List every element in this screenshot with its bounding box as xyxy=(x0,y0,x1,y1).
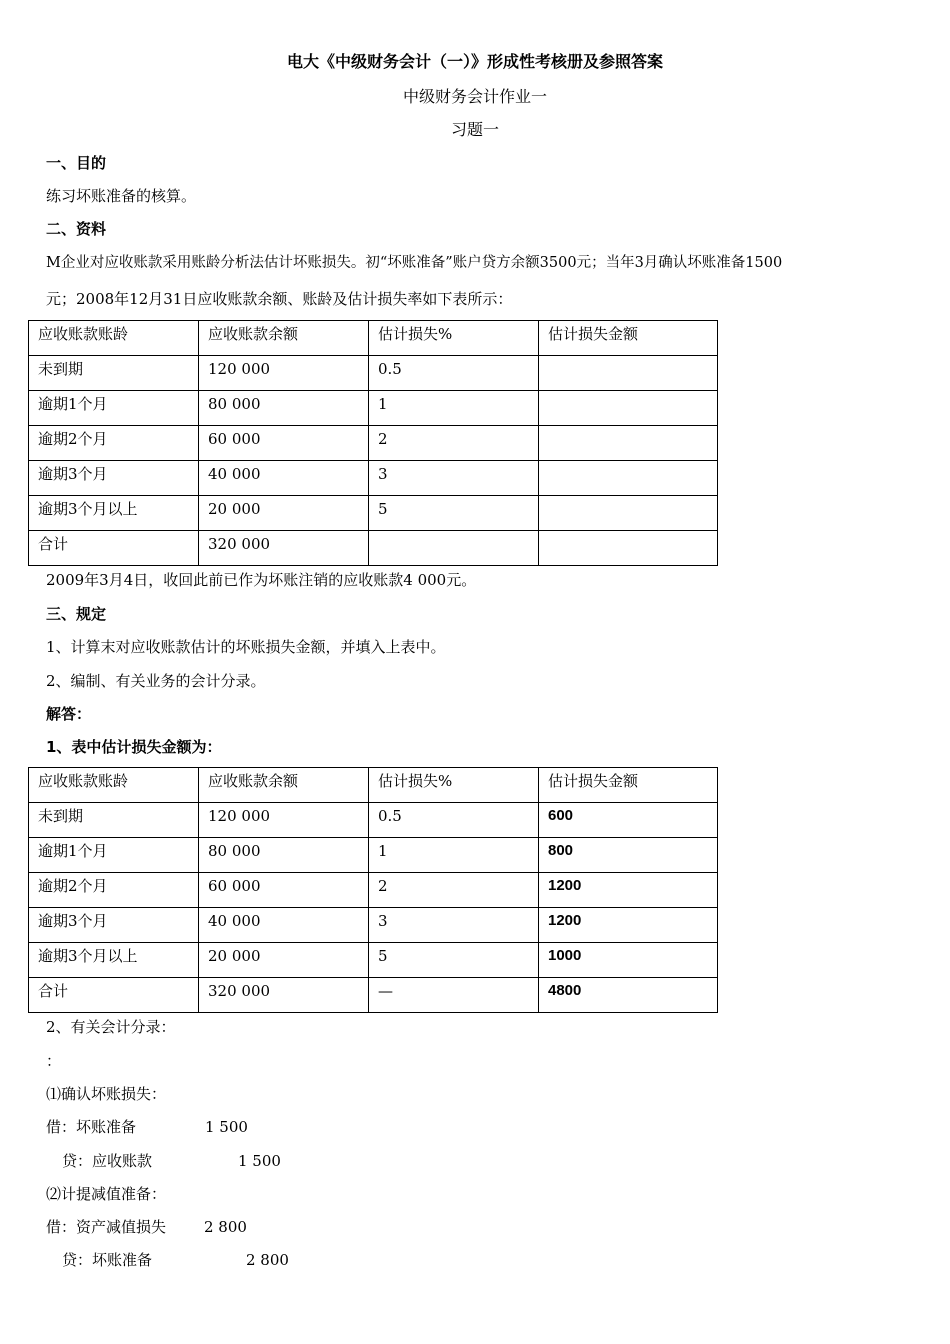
table-header-cell: 应收账款账龄 xyxy=(29,768,199,803)
table-cell: 40 000 xyxy=(199,461,369,496)
table-header-cell: 估计损失金额 xyxy=(539,321,718,356)
table-header-cell: 应收账款账龄 xyxy=(29,321,199,356)
exercise-title: 习题一 xyxy=(450,120,499,139)
table-cell: 3 xyxy=(369,908,539,943)
table-cell: 逾期3个月 xyxy=(29,908,199,943)
table-cell: 逾期1个月 xyxy=(29,838,199,873)
table-row xyxy=(29,391,718,426)
table-cell: 未到期 xyxy=(29,803,199,838)
table-cell-amount: 600 xyxy=(539,803,718,838)
section-material-line1: M企业对应收账款采用账龄分析法估计坏账损失。初“坏账准备”账户贷方余额3500元；当年3月确认坏账准备1500 xyxy=(46,255,783,271)
table-cell: 5 xyxy=(369,496,539,531)
table-row xyxy=(29,461,718,496)
table-cell: 1 xyxy=(369,838,539,873)
table-cell: 未到期 xyxy=(29,356,199,391)
table-cell: 逾期3个月以上 xyxy=(29,496,199,531)
table-cell xyxy=(539,461,718,496)
table-header-cell: 应收账款余额 xyxy=(199,321,369,356)
table-row xyxy=(29,908,718,943)
section-rules-heading: 三、规定 xyxy=(46,605,107,623)
table-cell xyxy=(369,531,539,566)
table-row xyxy=(29,496,718,531)
note-after-table: 2009年3月4日，收回此前已作为坏账注销的应收账款4 000元。 xyxy=(46,571,477,589)
aging-table-answer xyxy=(28,767,718,1013)
entry1-credit: 贷：应收账款 xyxy=(62,1152,153,1170)
table-cell: 120 000 xyxy=(199,803,369,838)
entry2-credit-amount: 2 800 xyxy=(246,1251,289,1269)
entry2-title: ⑵计提减值准备： xyxy=(46,1185,167,1203)
table-header-cell: 估计损失金额 xyxy=(539,768,718,803)
table-cell: 1 xyxy=(369,391,539,426)
table-row xyxy=(29,943,718,978)
table-cell: 20 000 xyxy=(199,496,369,531)
answer-item2-heading: 2、有关会计分录： xyxy=(46,1018,176,1036)
answer-heading: 解答： xyxy=(46,705,92,723)
table-header-cell: 估计损失% xyxy=(369,768,539,803)
table-cell xyxy=(539,391,718,426)
table-row xyxy=(29,803,718,838)
entry1-debit: 借：坏账准备 xyxy=(46,1118,137,1136)
table-cell: 320 000 xyxy=(199,531,369,566)
entry2-credit: 贷：坏账准备 xyxy=(62,1251,153,1269)
table-row-total xyxy=(29,978,718,1013)
table-header-row xyxy=(29,768,718,803)
table-cell-amount: 4800 xyxy=(539,978,718,1013)
table-cell: 合计 xyxy=(29,531,199,566)
answer-colon-line: ： xyxy=(46,1052,62,1070)
entry1-debit-amount: 1 500 xyxy=(205,1118,248,1136)
section-material-heading: 二、资料 xyxy=(46,220,107,238)
table-cell: 5 xyxy=(369,943,539,978)
table-cell: 60 000 xyxy=(199,426,369,461)
table-row xyxy=(29,873,718,908)
table-cell: 320 000 xyxy=(199,978,369,1013)
table-cell xyxy=(539,356,718,391)
table-cell: 0.5 xyxy=(369,803,539,838)
entry1-title: ⑴确认坏账损失： xyxy=(46,1085,167,1103)
table-cell: 3 xyxy=(369,461,539,496)
table-row-total xyxy=(29,531,718,566)
table-row xyxy=(29,426,718,461)
table-header-cell: 应收账款余额 xyxy=(199,768,369,803)
entry2-debit: 借：资产减值损失 xyxy=(46,1218,167,1236)
table-cell: 逾期1个月 xyxy=(29,391,199,426)
section-purpose-text: 练习坏账准备的核算。 xyxy=(46,187,197,205)
table-cell: 0.5 xyxy=(369,356,539,391)
table-cell: 2 xyxy=(369,873,539,908)
table-cell: — xyxy=(369,978,539,1013)
table-cell xyxy=(539,531,718,566)
table-row xyxy=(29,838,718,873)
table-cell: 40 000 xyxy=(199,908,369,943)
section-rules-item2: 2、编制、有关业务的会计分录。 xyxy=(46,672,266,690)
table-cell: 逾期2个月 xyxy=(29,426,199,461)
table-cell: 逾期3个月以上 xyxy=(29,943,199,978)
entry2-debit-amount: 2 800 xyxy=(204,1218,247,1236)
table-cell: 合计 xyxy=(29,978,199,1013)
table-cell xyxy=(539,426,718,461)
table-header-cell: 估计损失% xyxy=(369,321,539,356)
table-cell xyxy=(539,496,718,531)
table-cell-amount: 800 xyxy=(539,838,718,873)
table-cell: 逾期2个月 xyxy=(29,873,199,908)
table-header-row xyxy=(29,321,718,356)
table-cell: 60 000 xyxy=(199,873,369,908)
answer-item1-heading: 1、表中估计损失金额为： xyxy=(46,738,222,756)
table-cell: 20 000 xyxy=(199,943,369,978)
section-material-line2: 元；2008年12月31日应收账款余额、账龄及估计损失率如下表所示： xyxy=(46,290,513,308)
table-cell: 80 000 xyxy=(199,838,369,873)
table-cell: 80 000 xyxy=(199,391,369,426)
aging-table-blank xyxy=(28,320,718,566)
section-purpose-heading: 一、目的 xyxy=(46,154,107,172)
table-cell: 逾期3个月 xyxy=(29,461,199,496)
table-cell: 120 000 xyxy=(199,356,369,391)
section-rules-item1: 1、计算末对应收账款估计的坏账损失金额，并填入上表中。 xyxy=(46,638,446,656)
table-cell-amount: 1200 xyxy=(539,873,718,908)
table-cell-amount: 1200 xyxy=(539,908,718,943)
table-cell-amount: 1000 xyxy=(539,943,718,978)
table-row xyxy=(29,356,718,391)
table-cell: 2 xyxy=(369,426,539,461)
entry1-credit-amount: 1 500 xyxy=(238,1152,281,1170)
document-title: 电大《中级财务会计（一）》形成性考核册及参照答案 xyxy=(286,52,663,71)
document-subtitle: 中级财务会计作业一 xyxy=(402,87,547,106)
